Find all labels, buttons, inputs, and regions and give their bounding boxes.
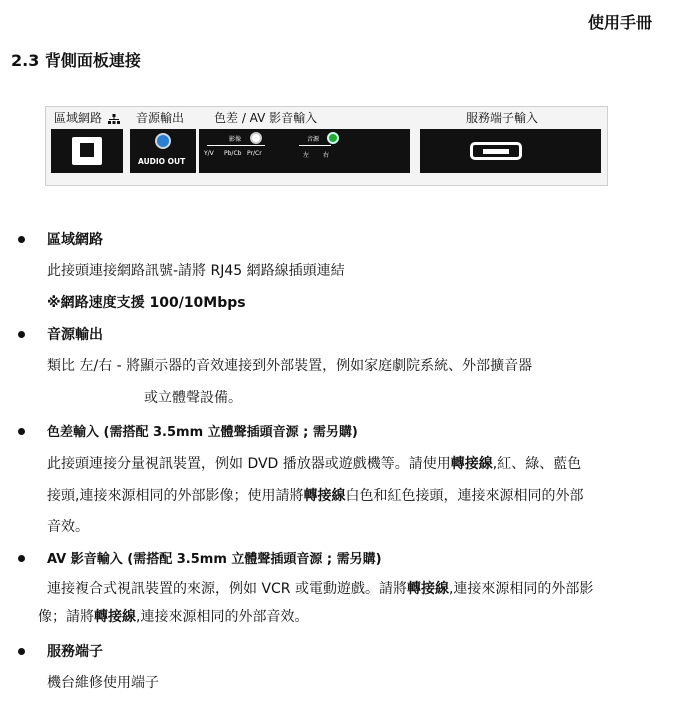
- audio-jack-icon: [155, 133, 171, 149]
- item-service-line: 機台維修使用端子: [47, 675, 159, 691]
- audio-in-jack-icon: [327, 132, 339, 144]
- item-component-line-2: [47, 486, 583, 506]
- audio-label: 音源: [307, 136, 320, 143]
- text-segment: ,連接來源相同的外部影: [448, 581, 594, 597]
- item-lan-note: ※網路速度支援 100/10Mbps: [47, 295, 246, 311]
- text-segment: ,連接來源相同的外部音效。: [136, 609, 309, 625]
- item-component-line-1: [47, 454, 581, 474]
- text-segment: 白色和紅色接頭，連接來源相同的外部: [345, 488, 584, 504]
- video-jack-icon: [250, 132, 262, 144]
- item-component-line-3: 音效。: [47, 519, 89, 535]
- text-segment: ,紅、綠、藍色: [492, 456, 582, 472]
- adapter-cable-text: 轉接線: [406, 581, 449, 597]
- item-title-audio-out: 音源輸出: [47, 327, 103, 343]
- audio-out-plate: [130, 129, 196, 173]
- video-bracket-line: [207, 145, 265, 146]
- text-segment: 此接頭連接分量視訊裝置，例如 DVD 播放器或遊戲機等。請使用: [47, 456, 451, 472]
- item-title-service: 服務端子: [47, 644, 103, 660]
- item-title-av: AV 影音輸入 (需搭配 3.5mm 立體聲插頭音源 ; 需另購): [47, 552, 382, 567]
- item-av-line-1: [47, 579, 593, 599]
- audio-out-text: AUDIO OUT: [138, 157, 186, 166]
- adapter-cable-text: 轉接線: [94, 609, 136, 625]
- manual-header-title: 使用手冊: [587, 13, 652, 32]
- service-plate: [420, 129, 601, 173]
- text-segment: 連接複合式視訊裝置的來源，例如 VCR 或電動遊戲。請將: [47, 581, 407, 597]
- component-av-plate: [199, 129, 410, 173]
- panel-label-component: 色差 / AV 影音輸入: [214, 111, 318, 125]
- rj45-port-icon: [72, 137, 102, 165]
- item-lan-line: 此接頭連接網路訊號-請將 RJ45 網路線插頭連結: [47, 263, 345, 279]
- adapter-cable-text: 轉接線: [303, 488, 346, 504]
- audio-left-label: 左: [303, 152, 310, 159]
- component-sub-pb: Pb/Cb: [224, 150, 242, 157]
- item-title-component: 色差輸入 (需搭配 3.5mm 立體聲插頭音源 ; 需另購): [47, 425, 358, 440]
- item-title-lan: 區域網路: [47, 232, 103, 248]
- item-av-line-2: [38, 607, 308, 627]
- panel-label-audio-out: 音源輸出: [136, 111, 185, 125]
- panel-labels: [46, 109, 607, 127]
- bullet-icon: [18, 555, 25, 562]
- adapter-cable-text: 轉接線: [450, 456, 493, 472]
- bullet-icon: [18, 428, 25, 435]
- rear-panel-diagram: [45, 106, 608, 186]
- video-label: 影像: [229, 136, 242, 143]
- bullet-icon: [18, 648, 25, 655]
- component-sub-y: Y/V: [204, 150, 214, 157]
- text-segment: 像；請將: [38, 609, 94, 625]
- bullet-icon: [18, 236, 25, 243]
- bullet-icon: [18, 331, 25, 338]
- audio-bracket-line: [299, 145, 331, 146]
- usb-port-icon: [470, 142, 522, 160]
- panel-label-service: 服務端子輸入: [466, 111, 539, 125]
- panel-label-lan: 區域網路: [54, 109, 120, 126]
- network-icon: [108, 114, 120, 124]
- section-title: 2.3 背側面板連接: [11, 51, 141, 70]
- text-segment: 接頭,連接來源相同的外部影像；使用請將: [47, 488, 304, 504]
- item-audio-line-2: 或立體聲設備。: [144, 390, 242, 406]
- audio-right-label: 右: [323, 152, 330, 159]
- item-audio-line-1: 類比 左/右 - 將顯示器的音效連接到外部裝置，例如家庭劇院系統、外部擴音器: [47, 358, 533, 374]
- component-sub-pr: Pr/Cr: [247, 150, 262, 157]
- lan-plate: [51, 129, 123, 173]
